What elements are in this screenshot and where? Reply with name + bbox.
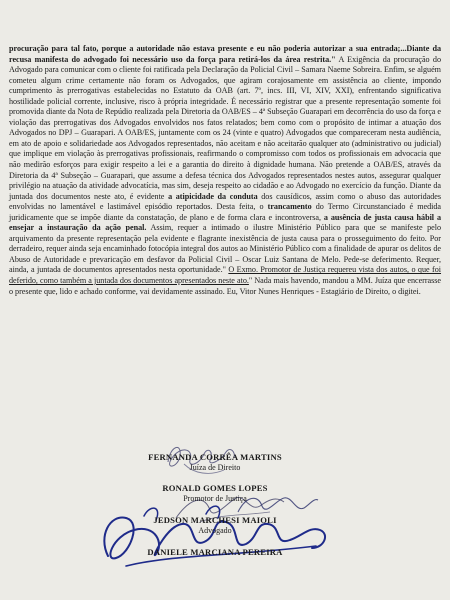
signatory-role: Advogado [198, 526, 232, 535]
hearing-minutes-text [9, 44, 441, 297]
signature-block-lawyer [110, 515, 320, 535]
signatory-name: JEDSON MARCHESI MAIOLI [153, 515, 277, 525]
text-segment: a ausência de justa causa hábil a ensejar a instauração da ação penal. [9, 212, 441, 233]
text-segment: dos causídicos, assim como o abuso das autoridades envolvidas no lamentável e lastimável episódio reportados. Desta feita, o [9, 191, 441, 212]
text-segment: a atipicidade da conduta [168, 191, 258, 201]
text-segment: O Exmo. Promotor de Justiça requereu vista dos autos, o que foi deferido, como também a juntada dos documentos apresentados neste ato. [9, 265, 442, 286]
minutes-paragraph [9, 44, 441, 297]
text-segment: A Exigência da procuração do Advogado para comunicar com o cliente foi ratificada pela Declaração da Policial Civil – Samara Naeme Sobreira. Enfim, se alguém cometeu algum crime certamente não foram os Advogados, que agiram corajosamente em assistência ao cliente, impondo cumprimento às prerrogativas estabelecidas no Estatuto da OAB (art. 7º, incs. III, VI, XIV, XXI), enfrentando significativa hostilidade policial corrente, inclusive, risco à própria integridade. É necessário registrar que a presente representação somente foi promovida diante da Nota de Repúdio realizada pela Diretoria da OAB/ES – 4ª Subseção Guarapari em decorrência do uso da força e violação das prerrogativas dos Advogados envolvidos nos fatos relatados; bem como com o propósito de intimar a atuação dos Advogados no DPJ – Guarapari. A OAB/ES, juntamente com os 24 (vinte e quatro) Advogados que compareceram nesta audiência, em ato de apoio e solidariedade aos Advogados representados, não aceitam e não aceitarão qualquer ato (administrativo ou judicial) que implique em violação às prerrogativas profissionais, reafirmando o compromisso com todos os profissionais em advocacia que não medirão esforços para exigir respeito a lei e a garantia do direito à dignidade humana. Não pretende a OAB/ES, através da Diretoria da 4ª Subseção – Guarapari, que assume a defesa técnica dos Advogados representados nestes autos, assegurar qualquer privilégio na atuação da atividade advocatícia, mas sim, deseja respeito ao cidadão e ao Advogado no exercício da função. Diante da juntada dos documentos neste ato, é evidente [9, 54, 441, 201]
signatory-name: RONALD GOMES LOPES [162, 483, 268, 493]
text-segment: procuração para tal fato, porque a autoridade não estava presente e eu não poderia autorizar a sua entrada;...Diante da recusa manifesta do advogado foi necessário uso da força para retirá-los da área restrita." [9, 44, 441, 64]
text-segment: Assim, requer a intimado o ilustre Ministério Público para que se manifeste pelo arquivamento da presente representação pela evidente e flagrante inexistência de justa causa para o prosseguimento do feito. Por derradeiro, requer ainda seja encaminhado fotocópia integral dos autos ao Ministério Público com a finalidade de apurar os delitos de Abuso de Autoridade e prevaricação em desfavor da Policial Civil – Oscar Luiz Santana de Melo. Pede-se deferimento. Requer, ainda, a juntada de documentos apresentados nesta oportunidade." [9, 223, 442, 275]
signatory-name: DANIELE MARCIANA PEREIRA [147, 547, 283, 557]
text-segment: do Termo Circunstanciado é medida juridicamente que se impõe diante da constatação, de plano e de forma clara e incontroversa, [9, 202, 441, 222]
signature-block-judge [100, 452, 330, 472]
signature-block-attorney [100, 547, 330, 557]
signature-block-prosecutor [110, 483, 320, 503]
signatory-name: FERNANDA CORRÊA MARTINS [148, 452, 282, 462]
text-segment: trancamento [267, 202, 312, 212]
signatory-role: Juíza de Direito [189, 463, 241, 472]
text-segment: " Nada mais havendo, mandou a MM. Juíza que encerrasse o presente que, lido e achado conforme, vai devidamente assinado. Eu, Vitor Nunes Henriques - Estagiário de Direito, o digitei. [9, 276, 441, 296]
signatory-role: Promotor de Justiça [183, 494, 247, 503]
